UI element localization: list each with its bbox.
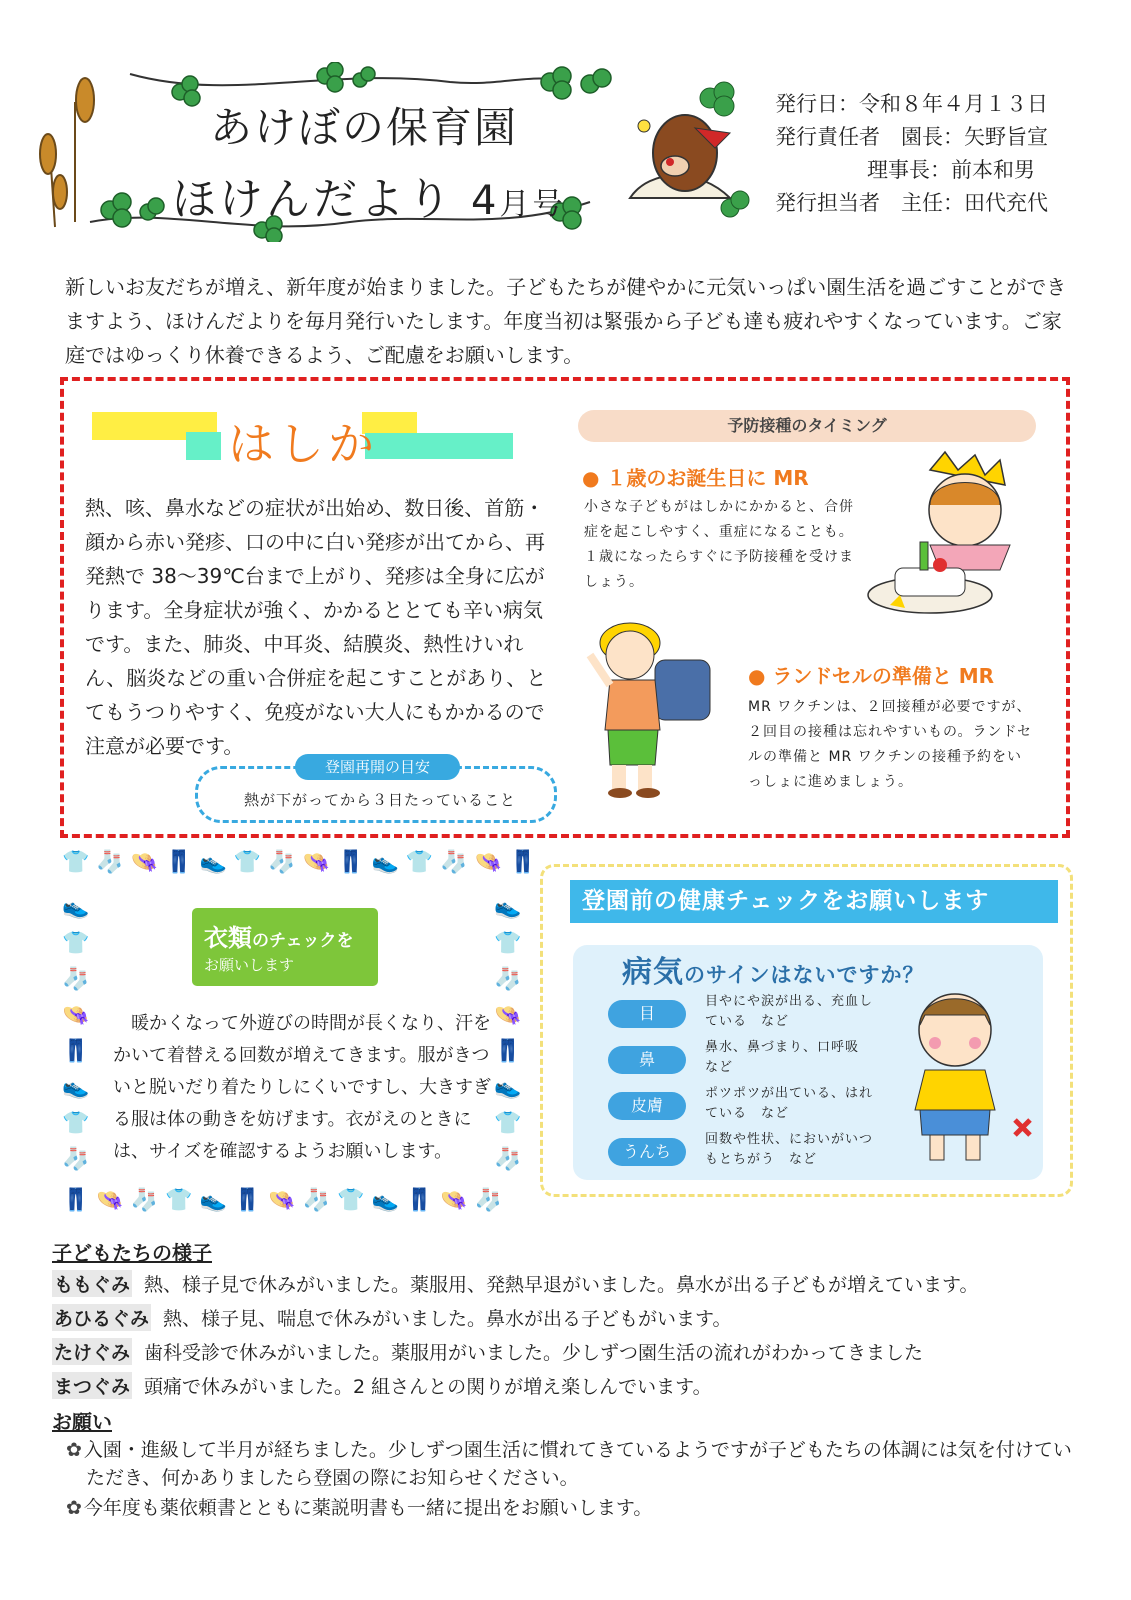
check-desc-nose: 鼻水、鼻づまり、口呼吸 など xyxy=(705,1040,874,1075)
title-highlight xyxy=(365,433,513,459)
illness-word: 病気 xyxy=(622,955,684,990)
check-desc-stool: 回数や性状、においがいつもとちがう など xyxy=(705,1132,874,1167)
class-row-momo xyxy=(52,1270,979,1297)
check-desc-eyes: 目やにや涙が出る、充血している など xyxy=(705,994,874,1029)
intro-paragraph: 新しいお友だちが増え、新年度が始まりました。子どもたちが健やかに元気いっぱい園生活を過ごすことができますよう、ほけんだよりを毎月発行いたします。年度当初は緊張から子ども達も疲れやすくなっています。ご家庭ではゆっくり休養できるよう、ご配慮をお願いします。 xyxy=(65,275,1067,367)
nursery-name-title: あけぼの保育園 xyxy=(210,103,519,152)
class-status-momo: 熱、様子見で休みがいました。薬服用、発熱早退がいました。鼻水が出る子どもが増えています。 xyxy=(144,1274,979,1296)
issue-metadata xyxy=(775,88,1048,220)
sick-child-illustration xyxy=(890,985,1040,1170)
class-status-ahiru: 熱、様子見、喘息で休みがいました。鼻水が出る子どもがいます。 xyxy=(163,1308,732,1330)
clothing-description: 暖かくなって外遊びの時間が長くなり、汗をかいて着替える回数が増えてきます。服がきついと脱いだり着たりしにくいですし、大きすぎる服は体の動きを妨げます。衣がえのときには、サイズを確認するようお願いします。 xyxy=(113,1013,491,1162)
check-label-nose: 鼻 xyxy=(608,1046,686,1074)
schoolchild-illustration xyxy=(570,605,720,800)
clothing-check-badge-title xyxy=(204,918,354,953)
clothing-badge-line2: お願いします xyxy=(204,956,295,974)
health-check-title: 登園前の健康チェックをお願いします xyxy=(570,880,1058,923)
class-row-matsu xyxy=(52,1372,712,1399)
request-item xyxy=(66,1494,1066,1522)
measles-title: はしか xyxy=(228,417,378,471)
check-desc-skin: ポツポツが出ている、はれている など xyxy=(705,1086,874,1121)
clothing-check-badge xyxy=(192,908,378,986)
birthday-child-illustration xyxy=(860,450,1040,625)
class-name-take: たけぐみ xyxy=(52,1338,132,1365)
newsletter-month-number: 4 xyxy=(471,178,500,224)
staff-in-charge: 発行担当者 主任：田代充代 xyxy=(775,191,1048,215)
vaccine-first-birthday-text: 小さな子どもがはしかにかかると、合併症を起こしやすく、重症になることも。１歳になったらすぐに予防接種を受けましょう。 xyxy=(584,499,854,590)
requests-heading: お願い xyxy=(52,1410,112,1434)
illness-signs-subtitle xyxy=(622,947,925,991)
issue-date: 発行日：令和８年４月１３日 xyxy=(775,92,1048,116)
class-status-take: 歯科受診で休みがいました。薬服用がいました。少しずつ園生活の流れがわかってきました xyxy=(144,1342,924,1364)
reopen-guideline-text: 熱が下がってから３日たっていること xyxy=(243,791,516,809)
publisher-principal: 発行責任者 園長：矢野旨宣 xyxy=(775,125,1048,149)
request-text: 入園・進級して半月が経ちました。少しずつ園生活に慣れてきているようですが子どもたちの体調には気を付けていただき、何かありましたら登園の際にお知らせください。 xyxy=(83,1439,1072,1489)
clothing-border-left-icons: 👟 👕 🧦 👒 👖 👟 👕 🧦 xyxy=(62,895,90,1172)
check-label-eyes: 目 xyxy=(608,1000,686,1028)
reopen-guideline-label: 登園再開の目安 xyxy=(295,754,460,780)
clothing-border-top-icons: 👕 🧦 👒 👖 👟 👕 🧦 👒 👖 👟 👕 🧦 👒 👖 xyxy=(62,850,537,875)
flower-bullet-icon: ✿ xyxy=(66,1497,82,1519)
children-status-heading: 子どもたちの様子 xyxy=(52,1241,212,1265)
clothing-badge-rest: のチェックを xyxy=(252,931,354,951)
clothing-badge-main: 衣類 xyxy=(204,924,252,952)
mole-illustration xyxy=(620,78,750,228)
vaccine-randoseru-heading: ● ランドセルの準備と MR xyxy=(748,664,995,688)
class-status-matsu: 頭痛で休みがいました。2 組さんとの関りが増え楽しんでいます。 xyxy=(144,1376,712,1398)
class-row-ahiru xyxy=(52,1304,732,1331)
title-highlight xyxy=(186,432,221,460)
illness-signs-rest: のサインはないですか？ xyxy=(684,963,925,987)
class-row-take xyxy=(52,1338,923,1365)
class-name-matsu: まつぐみ xyxy=(52,1372,132,1399)
check-label-skin: 皮膚 xyxy=(608,1092,686,1120)
newsletter-title-prefix: ほけんだより xyxy=(172,174,471,225)
vaccine-timing-heading: 予防接種のタイミング xyxy=(578,410,1036,442)
request-text: 今年度も薬依頼書とともに薬説明書も一緒に提出をお願いします。 xyxy=(83,1497,653,1519)
vaccine-randoseru-text: MR ワクチンは、２回接種が必要ですが、２回目の接種は忘れやすいもの。ランドセルの準備と MR ワクチンの接種予約をいっしょに進めましょう。 xyxy=(748,699,1033,790)
flower-bullet-icon: ✿ xyxy=(66,1439,82,1461)
class-name-ahiru: あひるぐみ xyxy=(52,1304,151,1331)
measles-description: 熱、咳、鼻水などの症状が出始め、数日後、首筋・顔から赤い発疹、口の中に白い発疹が出てから、再発熱で 38～39℃台まで上がり、発疹は全身に広がります。全身症状が強く、かかるととても辛い病気です。また、肺炎、中耳炎、結膜炎、熱性けいれん、脳炎などの重い合併症を起こすことがあり、とてもうつりやすく、免疫がない大人にもかかるので注意が必要です。 xyxy=(85,496,547,758)
vaccine-first-birthday-heading: ● １歳のお誕生日に MR xyxy=(582,466,809,490)
class-name-momo: ももぐみ xyxy=(52,1270,132,1297)
newsletter-title-suffix: 月号 xyxy=(499,187,566,222)
publisher-chairman: 理事長：前本和男 xyxy=(867,158,1035,182)
clothing-border-right-icons: 👟 👕 🧦 👒 👖 👟 👕 🧦 xyxy=(494,895,522,1172)
newsletter-title xyxy=(172,163,565,227)
request-item xyxy=(66,1436,1086,1492)
check-label-stool: うんち xyxy=(608,1138,686,1166)
clothing-border-bottom-icons: 👖 👒 🧦 👕 👟 👖 👒 🧦 👕 👟 👖 👒 🧦 xyxy=(62,1188,503,1213)
